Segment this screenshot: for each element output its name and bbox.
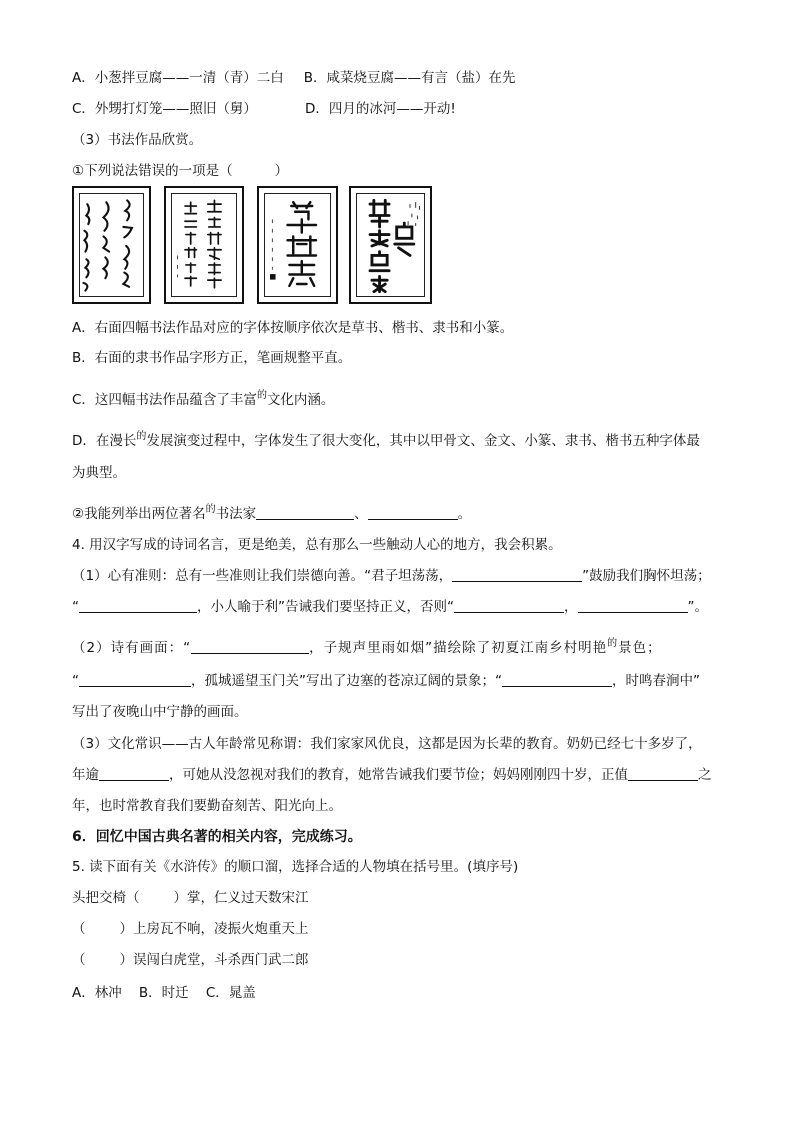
q4-p1-line1: （1）心有准则：总有一些准则让我们崇德向善。“君子坦荡荡， ”鼓励我们胸怀坦荡； xyxy=(72,568,711,584)
q3-title: （3）书法作品欣赏。 xyxy=(72,132,203,148)
option-d: D．四月的冰河——开动! xyxy=(304,101,456,117)
q4-p3-line3: 年，也时常教育我们要勤奋刻苦、阳光向上。 xyxy=(72,798,342,814)
q4-p1-line2: “ ，小人喻于利”告诫我们要坚持正义，否则“ ， ”。 xyxy=(72,599,708,615)
poem-blank-6[interactable] xyxy=(79,672,191,687)
q4-p2-line2: “ ，孤城遥望玉门关”写出了边塞的苍凉辽阔的景象；“ ，时鸣春涧中” xyxy=(72,673,700,689)
calligraphy-image-clerical xyxy=(257,186,338,304)
age-blank-2[interactable] xyxy=(628,766,698,781)
section-heading: 6．回忆中国古典名著的相关内容，完成练习。 xyxy=(72,829,362,845)
q3-option-b: B．右面的隶书作品字形方正，笔画规整平直。 xyxy=(72,350,352,366)
poem-blank-3[interactable] xyxy=(454,598,564,613)
poem-blank-4[interactable] xyxy=(578,598,688,613)
option-c: C．外甥打灯笼——照旧（舅） xyxy=(72,101,257,117)
option-b: B．咸菜烧豆腐——有言（盐）在先 xyxy=(303,70,516,86)
age-blank-1[interactable] xyxy=(99,766,169,781)
prev-options-row-1 xyxy=(72,68,516,88)
q4-p2-line3: 写出了夜晚山中宁静的画面。 xyxy=(72,704,248,720)
q3-sub1: ①下列说法错误的一项是（ ） xyxy=(72,163,289,179)
prev-options-row-2 xyxy=(72,99,456,119)
q5-line1: 头把交椅（ ）掌，仁义过天数宋江 xyxy=(72,890,309,906)
poem-blank-5[interactable] xyxy=(191,639,309,654)
q4-p2-line1: （2）诗有画面：“ ，子规声里雨如烟”描绘除了初夏江南乡村明艳$^的$景色； xyxy=(72,638,662,656)
q4-p3-line2: 年逾 ，可她从没忽视对我们的教育，她常告诫我们要节俭；妈妈刚刚四十岁，正值 之 xyxy=(72,767,712,783)
q3-option-d-line2: 为典型。 xyxy=(72,465,126,481)
q3-option-c: C．这四幅书法作品蕴含了丰富$^的$文化内涵。 xyxy=(72,390,335,408)
q4-title: 4. 用汉字写成的诗词名言，更是绝美，总有那么一些触动人心的地方，我会积累。 xyxy=(72,537,562,553)
q5-options: A．林冲 B．时迁 C．晁盖 xyxy=(72,985,256,1001)
poem-blank-1[interactable] xyxy=(452,567,582,582)
poem-blank-2[interactable] xyxy=(79,598,197,613)
calligraphy-image-regular xyxy=(164,186,244,304)
q3-sub2: ②我能列举出两位著名$^的$书法家 、 。 xyxy=(72,504,472,522)
calligraphy-image-seal xyxy=(349,186,432,304)
q5-line2: （ ）上房瓦不响，凌振火炮重天上 xyxy=(72,921,309,937)
poem-blank-7[interactable] xyxy=(502,672,612,687)
q3-option-a: A．右面四幅书法作品对应的字体按顺序依次是草书、楷书、隶书和小篆。 xyxy=(72,320,514,336)
calligrapher-blank-2[interactable] xyxy=(368,505,458,520)
calligrapher-blank-1[interactable] xyxy=(256,505,354,520)
q3-option-d-line1: D．在漫长$^的$发展演变过程中，字体发生了很大变化，其中以甲骨文、金文、小篆、隶书、楷书五种字体最 xyxy=(72,431,700,449)
q5-line3: （ ）误闯白虎堂，斗杀西门武二郎 xyxy=(72,952,309,968)
option-a: A．小葱拌豆腐——一清（青）二白 xyxy=(72,70,284,86)
q5-title: 5. 读下面有关《水浒传》的顺口溜，选择合适的人物填在括号里。(填序号) xyxy=(72,859,519,875)
calligraphy-image-cursive xyxy=(72,186,151,304)
q4-p3-line1: （3）文化常识——古人年龄常见称谓：我们家家风优良，这都是因为长辈的教育。奶奶已经七十多岁了， xyxy=(72,736,702,752)
